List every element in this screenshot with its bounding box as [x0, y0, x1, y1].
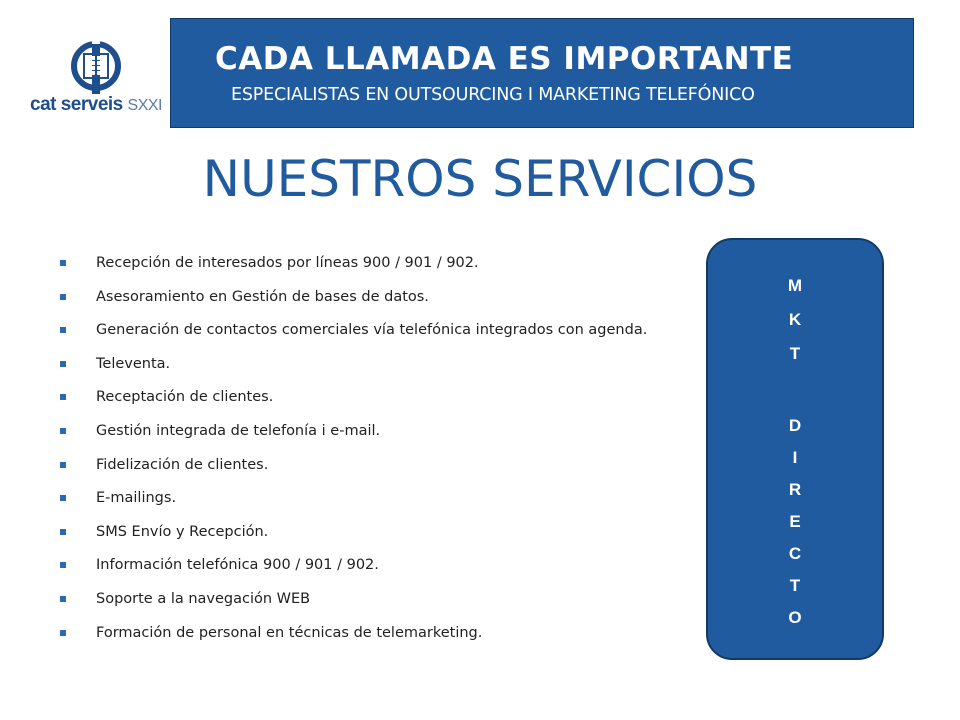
- service-text: Fidelización de clientes.: [96, 456, 269, 473]
- service-text: SMS Envío y Recepción.: [96, 523, 269, 540]
- cat-serveis-logo-icon: [70, 38, 122, 94]
- square-bullet-icon: [60, 630, 66, 636]
- services-list: [60, 252, 647, 655]
- service-text: Formación de personal en técnicas de telemarketing.: [96, 624, 483, 641]
- list-item: [60, 420, 647, 454]
- list-item: [60, 622, 647, 656]
- square-bullet-icon: [60, 462, 66, 468]
- mkt-directo-panel: [706, 238, 884, 660]
- list-item: [60, 286, 647, 320]
- panel-letter: R: [788, 480, 802, 499]
- square-bullet-icon: [60, 327, 66, 333]
- panel-letter: E: [789, 512, 801, 531]
- header-banner: [170, 18, 914, 128]
- logo-brand: cat serveis: [30, 94, 123, 115]
- list-item: [60, 454, 647, 488]
- square-bullet-icon: [60, 596, 66, 602]
- square-bullet-icon: [60, 294, 66, 300]
- list-item: [60, 487, 647, 521]
- list-item: [60, 588, 647, 622]
- list-item: [60, 252, 647, 286]
- service-text: Recepción de interesados por líneas 900 / 901 / 902.: [96, 255, 479, 271]
- panel-letter: K: [788, 310, 802, 329]
- service-text: Asesoramiento en Gestión de bases de datos.: [96, 288, 429, 305]
- service-text: Televenta.: [96, 355, 171, 372]
- panel-letter: D: [788, 416, 802, 435]
- list-item: [60, 521, 647, 555]
- list-item: [60, 386, 647, 420]
- service-text: Receptación de clientes.: [96, 389, 274, 406]
- square-bullet-icon: [60, 260, 66, 266]
- square-bullet-icon: [60, 529, 66, 535]
- logo-suffix: SXXI: [127, 97, 162, 114]
- service-text: Generación de contactos comerciales vía telefónica integrados con agenda.: [96, 322, 648, 339]
- service-text: Gestión integrada de telefonía i e-mail.: [96, 422, 381, 439]
- square-bullet-icon: [60, 562, 66, 568]
- panel-letter: O: [788, 608, 802, 627]
- logo-wordmark: [30, 94, 180, 116]
- list-item: [60, 353, 647, 387]
- panel-letter: T: [789, 344, 801, 363]
- square-bullet-icon: [60, 361, 66, 367]
- service-text: E-mailings.: [96, 490, 177, 507]
- panel-letter: M: [787, 276, 803, 295]
- service-text: Soporte a la navegación WEB: [96, 590, 311, 607]
- page-title: NUESTROS SERVICIOS: [202, 150, 758, 208]
- service-text: Información telefónica 900 / 901 / 902.: [96, 557, 379, 574]
- panel-letter: C: [788, 544, 802, 563]
- square-bullet-icon: [60, 394, 66, 400]
- banner-subtitle: ESPECIALISTAS EN OUTSOURCING I MARKETING TELEFÓNICO: [231, 85, 755, 105]
- list-item: [60, 319, 647, 353]
- panel-letter: I: [792, 448, 798, 467]
- panel-letter: T: [789, 576, 801, 595]
- list-item: [60, 554, 647, 588]
- square-bullet-icon: [60, 428, 66, 434]
- square-bullet-icon: [60, 495, 66, 501]
- banner-title: CADA LLAMADA ES IMPORTANTE: [215, 41, 794, 77]
- company-logo: [30, 36, 170, 126]
